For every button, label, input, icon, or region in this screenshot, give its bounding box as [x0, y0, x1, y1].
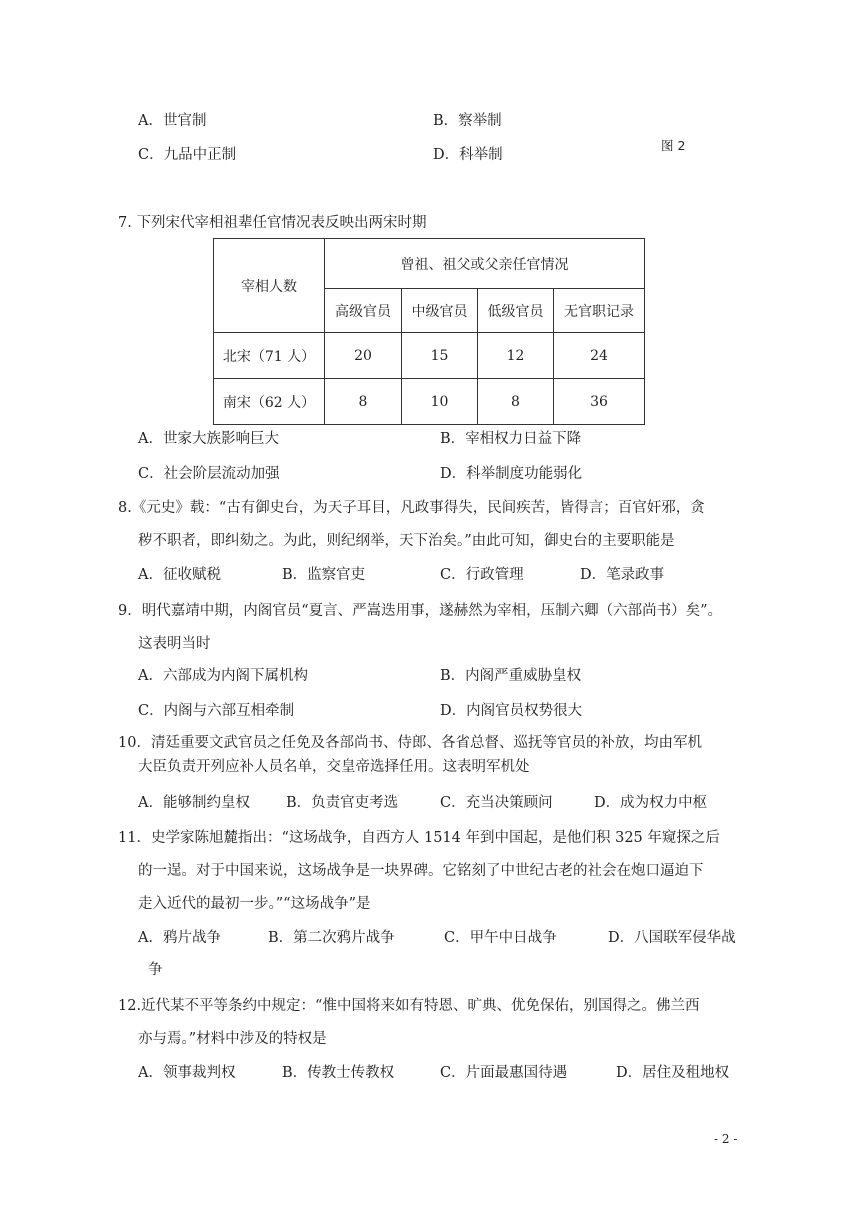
q10-option-a: A．能够制约皇权	[138, 795, 250, 811]
q9-option-b: B．内阁严重威胁皇权	[440, 668, 582, 684]
q11-option-c: C．甲午中日战争	[444, 930, 557, 946]
q7-option-d: D．科举制度功能弱化	[440, 466, 583, 482]
q6-option-b: B．察举制	[433, 113, 502, 129]
q11-option-d: D．八国联军侵华战	[608, 930, 736, 946]
q7-stem: 7. 下列宋代宰相祖辈任官情况表反映出两宋时期	[118, 215, 427, 231]
table-cell: 36	[554, 379, 645, 425]
q12-option-a: A．领事裁判权	[138, 1065, 236, 1081]
table-group-header: 曾祖、祖父或父亲任官情况	[325, 239, 645, 289]
page-number: - 2 -	[714, 1132, 738, 1146]
table-cell: 10	[402, 379, 478, 425]
q11-option-b: B．第二次鸦片战争	[268, 930, 395, 946]
q9-option-c: C．内阁与六部互相牵制	[138, 703, 295, 719]
table-row	[214, 333, 645, 379]
table-cell: 8	[325, 379, 402, 425]
q10-line: 大臣负责开列应补人员名单，交皇帝选择任用。这表明军机处	[138, 759, 530, 775]
q10-option-d: D．成为权力中枢	[594, 795, 708, 811]
table-col-header: 中级官员	[402, 289, 478, 333]
table-cell: 24	[554, 333, 645, 379]
table-cell: 15	[402, 333, 478, 379]
q11-line: 走入近代的最初一步。”“这场战争”是	[138, 896, 371, 912]
q11-line: 的一逞。对于中国来说，这场战争是一块界碑。它铭刻了中世纪古老的社会在炮口逼迫下	[138, 863, 704, 879]
q8-line: 8.《元史》载：“古有御史台，为天子耳目，凡政事得失，民间疾苦，皆得言；百官奸邪，贪	[118, 500, 705, 516]
q11-option-d-wrap: 争	[148, 962, 163, 978]
table-cell: 12	[478, 333, 554, 379]
q11-option-a: A．鸦片战争	[138, 930, 221, 946]
q10-option-b: B．负责官吏考选	[286, 795, 399, 811]
q12-line: 亦与焉。”材料中涉及的特权是	[138, 1031, 327, 1047]
table-col-header: 无官职记录	[554, 289, 645, 333]
table-row-label: 南宋（62 人）	[214, 379, 325, 425]
q7-option-c: C．社会阶层流动加强	[138, 466, 280, 482]
q12-option-b: B．传教士传教权	[282, 1065, 395, 1081]
q8-option-a: A．征收赋税	[138, 567, 221, 583]
figure-label: 图 2	[661, 138, 686, 153]
q8-option-c: C．行政管理	[440, 567, 524, 583]
q10-option-c: C．充当决策顾问	[440, 795, 553, 811]
q9-line: 这表明当时	[138, 636, 211, 652]
q7-option-b: B．宰相权力日益下降	[440, 431, 582, 447]
table-cell: 20	[325, 333, 402, 379]
q6-option-a: A．世官制	[138, 113, 207, 129]
table-cell: 8	[478, 379, 554, 425]
q9-line: 9．明代嘉靖中期，内阁官员“夏言、严嵩迭用事，遂赫然为宰相，压制六卿（六部尚书）矣”。	[118, 603, 723, 619]
q6-option-c: C．九品中正制	[138, 147, 237, 163]
table-col-header: 低级官员	[478, 289, 554, 333]
q8-line: 秽不职者，即纠劾之。为此，则纪纲举，天下治矣。”由此可知，御史台的主要职能是	[138, 533, 675, 549]
table-col-header: 高级官员	[325, 289, 402, 333]
table-row	[214, 379, 645, 425]
q8-option-d: D．笔录政事	[580, 567, 665, 583]
q7-option-a: A．世家大族影响巨大	[138, 431, 279, 447]
q7-table	[213, 238, 645, 425]
q6-option-d: D．科举制	[433, 147, 503, 163]
table-row-header: 宰相人数	[214, 239, 325, 333]
q12-option-c: C．片面最惠国待遇	[440, 1065, 568, 1081]
q11-line: 11．史学家陈旭麓指出：“这场战争，自西方人 1514 年到中国起，是他们积 325 年窥探之后	[118, 830, 720, 846]
q9-option-d: D．内阁官员权势很大	[440, 703, 583, 719]
q10-line: 10．清廷重要文武官员之任免及各部尚书、侍郎、各省总督、巡抚等官员的补放，均由军机	[118, 735, 702, 751]
table-row-label: 北宋（71 人）	[214, 333, 325, 379]
q12-option-d: D．居住及租地权	[616, 1065, 730, 1081]
q8-option-b: B．监察官吏	[282, 567, 366, 583]
q12-line: 12.近代某不平等条约中规定：“惟中国将来如有特恩、旷典、优免保佑，别国得之。佛兰西	[118, 998, 700, 1014]
q9-option-a: A．六部成为内阁下属机构	[138, 668, 308, 684]
